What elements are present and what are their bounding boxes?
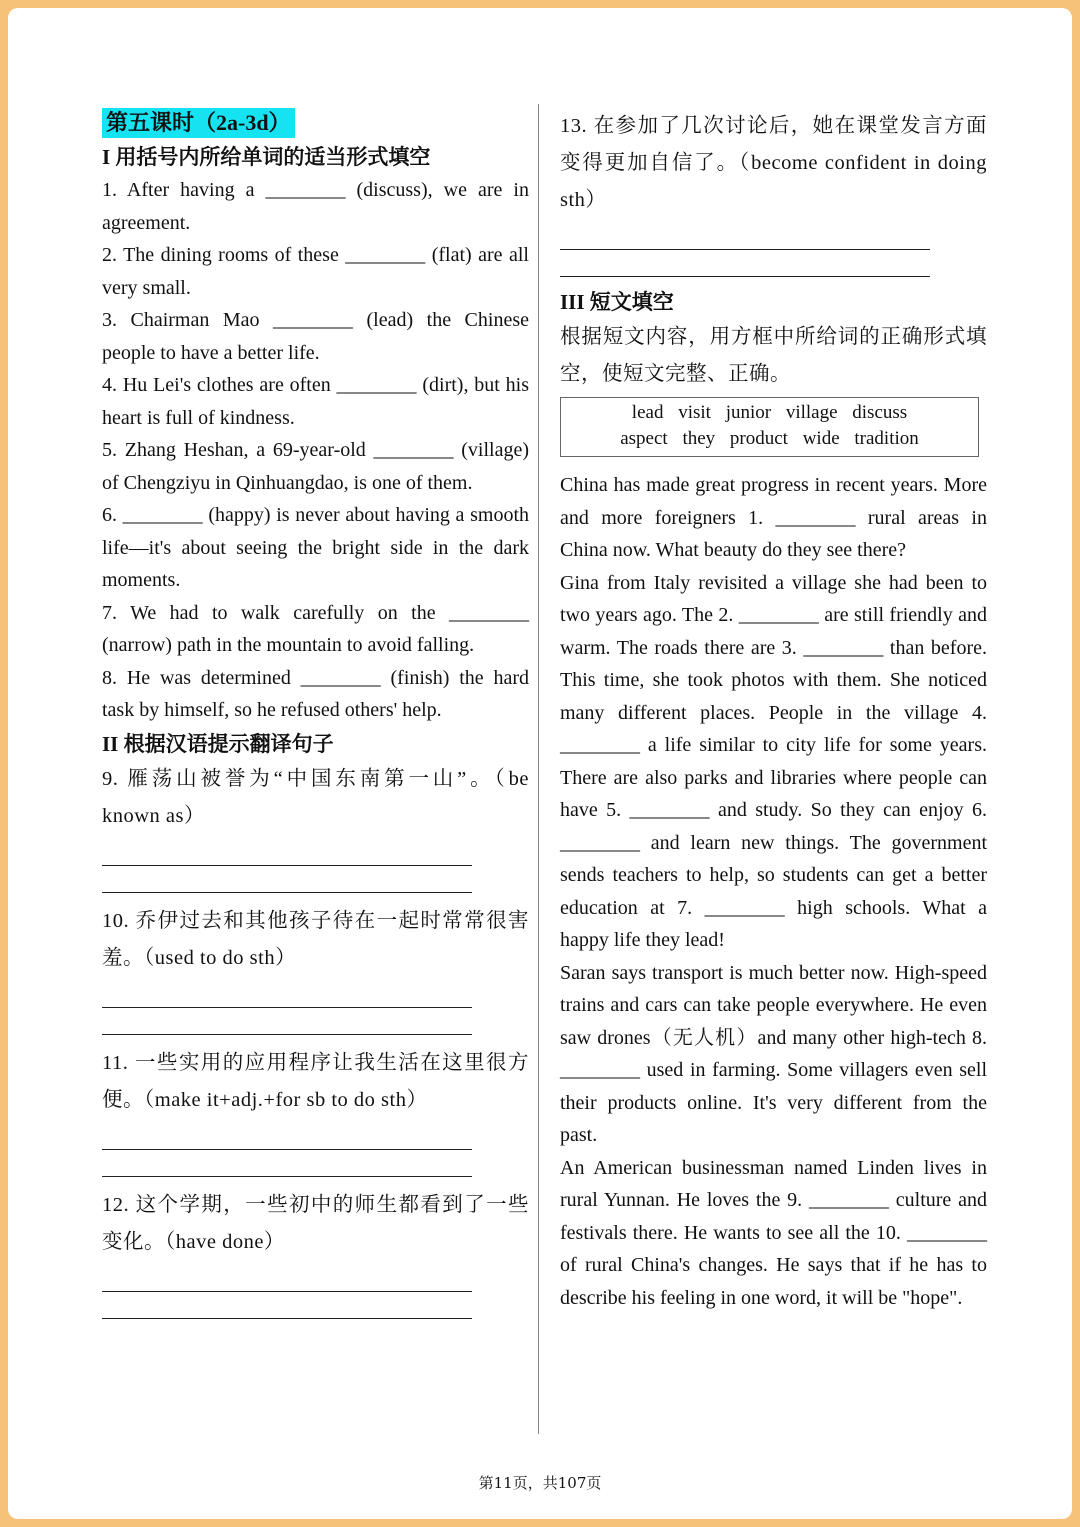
passage-paragraph: Gina from Italy revisited a village she had been to two years ago. The 2. ________ are still friendly and warm. The roads there are 3. ________ than before. This time, she took photos with them. She noticed many different places. People in the village 4. ________ a life similar to city life for some years. There are also parks and libraries where people can have 5. ________ and study. So they can enjoy 6. ________ and learn new things. The government sends teachers to help, so students can get a better education at 7. ________ high schools. What a happy life they lead! — [560, 571, 987, 951]
answer-line — [102, 1150, 472, 1177]
word-box — [560, 397, 979, 457]
exercise-item: 7. We had to walk carefully on the ________ (narrow) path in the mountain to avoid falling. — [102, 601, 529, 656]
answer-line — [102, 1119, 472, 1150]
exercise-item: 5. Zhang Heshan, a 69-year-old ________ (village) of Chengziyu in Qinhuangdao, is one of them. — [102, 439, 529, 494]
exercise-item: 2. The dining rooms of these ________ (flat) are all very small. — [102, 244, 529, 299]
section3-instruction: 根据短文内容，用方框中所给词的正确形式填空，使短文完整、正确。 — [560, 326, 987, 385]
answer-line — [102, 1008, 472, 1035]
section3-heading: III 短文填空 — [560, 290, 674, 314]
exercise-item: 3. Chairman Mao ________ (lead) the Chinese people to have a better life. — [102, 309, 529, 364]
passage-paragraph: An American businessman named Linden lives in rural Yunnan. He loves the 9. ________ culture and festivals there. He wants to see all the 10. ________ of rural China's changes. He says that if he has to describe his feeling in one word, it will be "hope". — [560, 1156, 987, 1309]
section2-heading: II 根据汉语提示翻译句子 — [102, 731, 334, 756]
answer-line — [560, 219, 930, 250]
passage-paragraph: Saran says transport is much better now. High-speed trains and cars can take people everywhere. He even saw drones（无人机）and many other high-tech 8. ________ used in farming. Some villagers even sell their products online. It's very different from the past. — [560, 961, 987, 1146]
translation-item: 13. 在参加了几次讨论后，她在课堂发言方面变得更加自信了。（become confident in doing sth） — [560, 115, 987, 211]
passage-paragraph: China has made great progress in recent years. More and more foreigners 1. ________ rural areas in China now. What beauty do they see there? — [560, 474, 987, 561]
answer-line — [102, 866, 472, 893]
lesson-title: 第五课时（2a-3d） — [102, 108, 295, 138]
word-box-word: aspect — [620, 428, 668, 449]
translation-item: 11. 一些实用的应用程序让我生活在这里很方便。（make it+adj.+for sb to do sth） — [102, 1051, 529, 1111]
column-divider — [538, 104, 539, 1434]
word-box-word: they — [682, 428, 716, 449]
answer-line — [102, 835, 472, 866]
document-page — [8, 8, 1072, 1519]
word-box-word: product — [729, 428, 788, 449]
right-column — [560, 108, 987, 1314]
exercise-item: 6. ________ (happy) is never about having a smooth life—it's about seeing the bright side in the dark moments. — [102, 504, 529, 591]
word-box-word: visit — [678, 402, 711, 423]
word-box-row — [561, 426, 978, 452]
word-box-word: village — [785, 402, 838, 423]
word-box-word: discuss — [852, 402, 908, 423]
answer-line — [102, 1261, 472, 1292]
translation-item: 12. 这个学期，一些初中的师生都看到了一些变化。（have done） — [102, 1193, 529, 1253]
answer-line — [560, 250, 930, 277]
word-box-word: wide — [802, 428, 840, 449]
translation-item: 9. 雁荡山被誉为“中国东南第一山”。（be known as） — [102, 767, 529, 827]
page-footer: 第11页，共107页 — [478, 1474, 602, 1492]
answer-line — [102, 977, 472, 1008]
answer-line — [102, 1292, 472, 1319]
exercise-item: 8. He was determined ________ (finish) the hard task by himself, so he refused others' help. — [102, 666, 529, 721]
word-box-word: tradition — [854, 428, 919, 449]
exercise-item: 1. After having a ________ (discuss), we are in agreement. — [102, 179, 529, 234]
word-box-word: lead — [631, 402, 664, 423]
section1-heading: I 用括号内所给单词的适当形式填空 — [102, 145, 431, 169]
word-box-word: junior — [725, 402, 772, 423]
word-box-row — [561, 400, 978, 426]
exercise-item: 4. Hu Lei's clothes are often ________ (dirt), but his heart is full of kindness. — [102, 374, 529, 429]
left-column — [102, 108, 529, 1319]
translation-item: 10. 乔伊过去和其他孩子待在一起时常常很害羞。（used to do sth） — [102, 909, 529, 969]
